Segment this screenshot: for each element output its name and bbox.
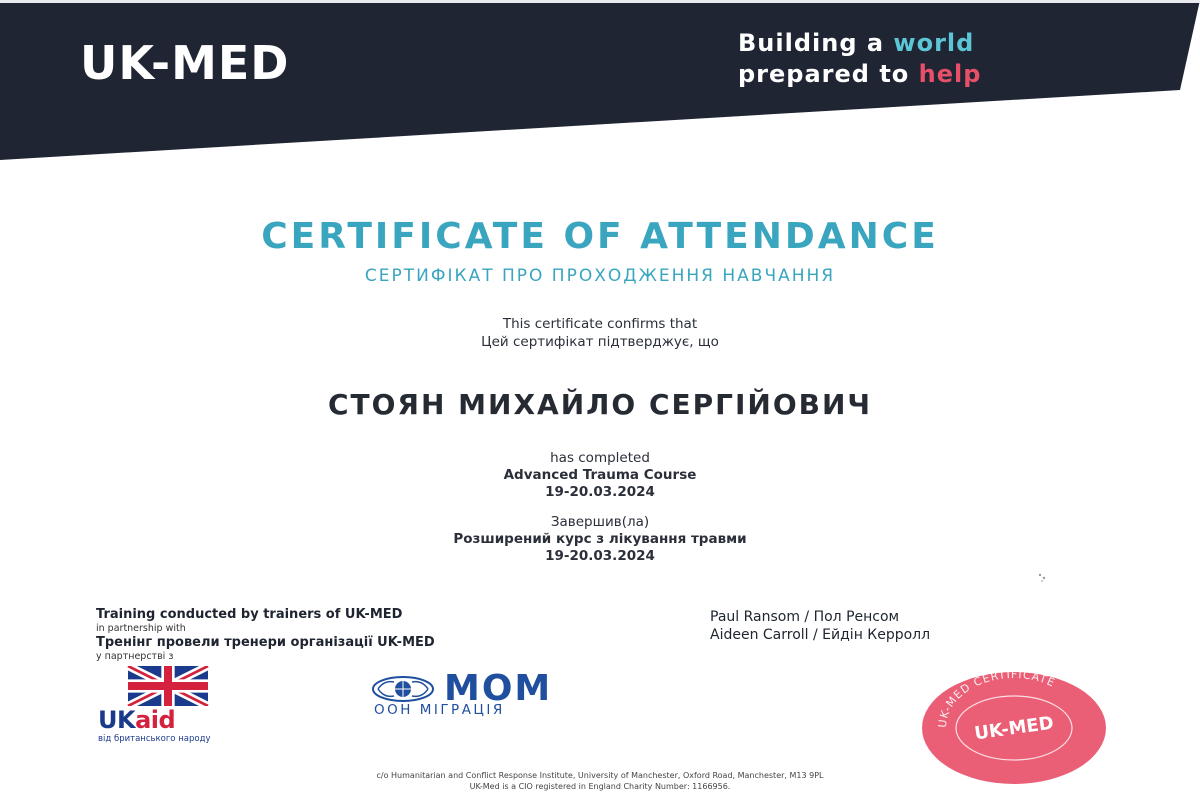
footer-line2: UK-Med is a CIO registered in England Charity Number: 1166956.: [469, 782, 731, 791]
partnership-en: in partnership with: [96, 623, 186, 634]
dates-en: 19-20.03.2024: [545, 484, 655, 500]
tagline-line1-accent: world: [893, 29, 975, 57]
certificate-subtitle: СЕРТИФІКАТ ПРО ПРОХОДЖЕННЯ НАВЧАННЯ: [364, 266, 836, 286]
course-uk: Розширений курс з лікування травми: [453, 531, 747, 547]
signatories: [710, 608, 930, 644]
tagline-line2-prefix: prepared to: [738, 60, 919, 88]
confirm-en: This certificate confirms that: [502, 316, 698, 332]
stamp-center-text: UK-MED: [973, 712, 1055, 745]
tagline: [738, 28, 981, 90]
footer-note: [0, 770, 1200, 792]
course-en: Advanced Trauma Course: [503, 467, 697, 483]
dates-uk: 19-20.03.2024: [545, 548, 655, 564]
signatory-1: Paul Ransom / Пол Ренсом: [710, 609, 900, 625]
tagline-line2-accent: help: [918, 60, 982, 88]
scan-mark-icon: [1036, 570, 1050, 584]
completion-uk: [0, 514, 1200, 565]
iom-emblem-icon: [372, 676, 434, 702]
completed-en: has completed: [550, 450, 650, 466]
uk-med-logo: UK-MED: [80, 36, 290, 90]
certificate-title: CERTIFICATE OF ATTENDANCE: [261, 216, 939, 257]
ukaid-aid: aid: [135, 706, 176, 734]
training-en: Training conducted by trainers of UK-MED: [96, 607, 403, 622]
tagline-line1-prefix: Building a: [738, 29, 894, 57]
stamp-ring-text: UK-MED CERTIFICATE: [935, 668, 1058, 729]
completion-en: [0, 450, 1200, 501]
iom-name: МОМ: [444, 668, 553, 709]
confirm-text: [0, 315, 1200, 351]
ukaid-caption: від британського народу: [98, 734, 211, 744]
union-jack-flag-icon: [98, 666, 238, 706]
recipient-name: СТОЯН МИХАЙЛО СЕРГІЙОВИЧ: [327, 388, 873, 421]
confirm-uk: Цей сертифікат підтверджує, що: [481, 334, 719, 350]
partnership-uk: у партнерстві з: [96, 651, 174, 662]
training-uk: Тренінг провели тренери організації UK-MED: [96, 635, 435, 650]
ukaid-logo: [98, 706, 175, 734]
completed-uk: Завершив(ла): [550, 514, 650, 530]
ukaid-uk: UK: [98, 706, 136, 734]
training-info: [96, 608, 435, 664]
footer-line1: c/o Humanitarian and Conflict Response Institute, University of Manchester, Oxford Road, Manchester, M13 9PL: [376, 771, 824, 780]
signatory-2: Aideen Carroll / Ейдін Керролл: [710, 627, 931, 643]
iom-subtitle: ООН МІГРАЦІЯ: [374, 702, 505, 718]
